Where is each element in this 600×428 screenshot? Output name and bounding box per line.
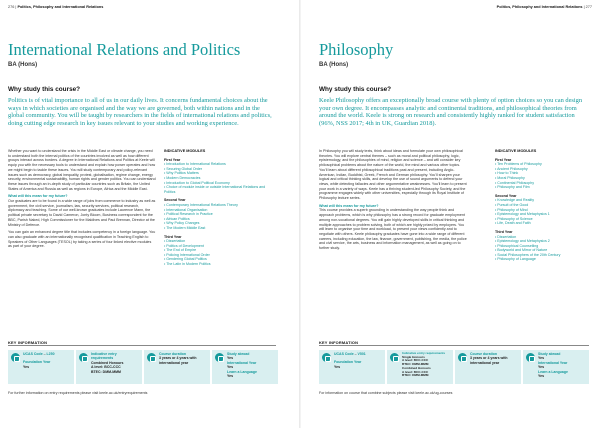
foundation-year-label: Foundation Year — [23, 360, 51, 365]
module-item: • Gendering Global Politics — [164, 257, 274, 262]
course-duration-box — [455, 350, 521, 384]
study-abroad-value: Yes — [538, 356, 545, 361]
year-heading: First Year — [164, 157, 181, 162]
module-item: • Ten Problems of Philosophy — [495, 162, 591, 167]
module-item: • Bodyworld and Mirror of Nature — [495, 248, 591, 253]
degree-label: BA (Hons) — [8, 62, 38, 68]
module-item: • Ancient Philosophy — [495, 167, 591, 172]
key-info-divider — [8, 345, 276, 346]
clipboard-icon — [390, 353, 399, 362]
learn-language-value: Yes — [538, 374, 545, 379]
key-info-boxes — [8, 350, 280, 384]
modules-heading: INDICATIVE MODULES — [495, 149, 537, 153]
future-subheading: What will this mean for my future? — [8, 194, 68, 199]
module-item: • Dissertation — [164, 239, 274, 244]
module-item: • Pursuit of the Good — [495, 203, 591, 208]
course-duration-label: Course duration — [159, 352, 187, 356]
entry-alevel-value: A level: BCC-CCC — [91, 365, 121, 370]
module-item: • Epistemology and Metaphysics 2 — [495, 239, 591, 244]
module-item: • Choice of module inside or outside International Relations and Politics — [164, 185, 274, 194]
international-year-value: Yes — [538, 365, 545, 370]
learn-language-label: Learn a Language — [227, 369, 257, 374]
entry-requirements-box — [76, 350, 142, 384]
entry-single-honours: Single Honours — [402, 354, 425, 359]
module-item: • The Latin in Modern Politics — [164, 262, 274, 267]
footer-note: For information on course that combine subjects please visit keele.ac.uk/ug-courses — [319, 391, 453, 395]
module-item: • Contemporary International Relations Theory — [164, 203, 274, 208]
module-item: • International Organisation — [164, 208, 274, 213]
ucas-label: UCAS Code – L250 — [23, 352, 55, 356]
module-item: • Philosophy of Science — [495, 217, 591, 222]
document-icon — [11, 353, 20, 362]
description-paragraph: You can gain an enhanced degree title that includes competency in a foreign language. You can also graduate with an internationally recognised qualification in Teaching English to Speakers of Other Languages (TESOL) by taking a series of four linked elective modules as part of your degree. — [8, 230, 156, 249]
module-item: • Why Policy Changes — [164, 221, 274, 226]
learn-language-value: Yes — [227, 374, 234, 379]
key-info-boxes — [319, 350, 591, 384]
module-item: • Life, Death and Faith — [495, 221, 591, 226]
right-page — [300, 0, 600, 428]
indicative-modules — [495, 149, 591, 262]
header-separator: | — [583, 5, 586, 9]
module-item: • Philosophy of Mind — [495, 208, 591, 213]
international-year-label: International Year — [538, 360, 568, 365]
page-header — [497, 5, 592, 9]
entry-btec-value: BTEC: DMM-MMM — [402, 362, 429, 367]
course-description — [319, 149, 467, 254]
module-item: • Modern Democracies — [164, 176, 274, 181]
course-description — [8, 149, 156, 252]
page-header — [8, 5, 103, 9]
modules-heading: INDICATIVE MODULES — [164, 149, 206, 153]
description-paragraph: This course provides a superb grounding in understanding the way people think and approach problems, which is why philosophy has a strong record for graduate employment among non-vocational degrees. You will gain highly developed skills in critical thinking and multiple approaches to problem solving, both of which are highly prized by employers. You will learn to organise your time and workload, to present your views confidently and to negotiate with others. Keele philosophy graduates have gone into a wide range of different careers, including education, the law, finance, government, publishing, the media, the police and civil service, the arts, business and information management, as well as going on to further study. — [319, 208, 467, 251]
globe-icon — [215, 353, 224, 362]
year-heading: Second Year — [495, 193, 517, 198]
module-item: • Social Philosophers of the 20th Century — [495, 253, 591, 258]
course-duration-value: 3 years or 4 years with international year — [159, 356, 197, 365]
entry-alevel-value: A level: BCC-CCC — [402, 358, 429, 363]
document-icon — [322, 353, 331, 362]
foundation-year-value: Yes — [23, 364, 30, 369]
year-group — [164, 158, 274, 195]
module-item: • How to Think — [495, 171, 591, 176]
module-item: • Moral Philosophy — [495, 176, 591, 181]
study-abroad-box — [523, 350, 589, 384]
module-item: • Philosophy and Film — [495, 185, 591, 190]
clock-icon — [458, 353, 467, 362]
why-study-text: Keele Philosophy offers an exceptionally broad course with plenty of option choices so you can design your own degree. It encompasses analytic and continental traditions, and philosophical theories from around the world. Keele is strong on research and consistently highly ranked for student satisfaction (96%, NSS 2017; 4th in UK, Guardian 2018). — [319, 97, 583, 127]
clock-icon — [147, 353, 156, 362]
page-number: 277 — [585, 5, 592, 9]
footer-note: For further information on entry requirements please visit keele.ac.uk/entryrequirements — [8, 391, 148, 395]
future-subheading: What will this mean for my future? — [319, 203, 379, 208]
entry-requirements-box — [387, 350, 453, 384]
foundation-year-value: Yes — [334, 364, 341, 369]
foundation-year-label: Foundation Year — [334, 360, 362, 365]
entry-combined-honours: Combined Honours — [402, 365, 431, 370]
entry-requirements-label: Indicative entry requirements — [402, 351, 446, 355]
header-separator: | — [15, 5, 18, 9]
module-item: • Dissertation — [495, 235, 591, 240]
study-abroad-box — [212, 350, 278, 384]
course-duration-label: Course duration — [470, 352, 498, 356]
key-info-heading: KEY INFORMATION — [8, 340, 48, 345]
ucas-label: UCAS Code – V501 — [334, 352, 366, 356]
module-item: • Philosophy of Language — [495, 257, 591, 262]
entry-alevel-value: A level: BCC-CCC — [402, 369, 429, 374]
module-item: • Introduction to Global Political Economy — [164, 181, 274, 186]
entry-btec-value: BTEC: DMM-MMM — [91, 369, 121, 374]
ucas-code-box — [319, 350, 385, 384]
module-item: • Securing Global Order — [164, 167, 274, 172]
header-section: Politics, Philosophy and International Relations — [17, 5, 104, 9]
study-abroad-label: Study abroad — [538, 352, 561, 356]
module-item: • Philosophical Counselling — [495, 244, 591, 249]
entry-btec-value: BTEC: DMM-MMM — [402, 373, 429, 378]
module-item: • Knowledge and Reality — [495, 198, 591, 203]
description-paragraph: In Philosophy you will study texts, think about ideas and formulate your own philosophical theories. You will explore central themes – such as moral and political philosophy, logic, epistemology, and the philosophies of mind, religion and science – and will consider key philosophical problems about the nature of the world, the mind and various other topics. You'll learn about different philosophical traditions past and present, including Anglo-American, Indian, Buddhist, Greek, French and German philosophy. You'll sharpen your logical and critical thinking skills, and develop the use of sound arguments to defend your views, while detecting fallacies and other argumentative weaknesses. You'll learn to present your work in a variety of ways. Keele has a thriving student-led Philosophy Society, and the programme engages widely with other universities, especially through its Royal Institute of Philosophy lecture series. — [319, 149, 467, 201]
module-item: • Policing International Order — [164, 253, 274, 258]
description-paragraph: Whether you want to understand the crisis in the Middle East or climate change, you need to understand both the internal politics of the countries involved as well as how different groups interact across borders. A degree in International Relations and Politics at Keele will equip you with the necessary tools to understand and explain how power operates and how we might begin to tackle these issues. You will study contemporary and policy-relevant issues such as democracy, global inequality, protest, globalisation, regime change, energy security, environmental sustainability, human rights and gender politics. You can understand these issues through an in-depth study of particular countries such as Britain, the United States of America and Russia as well as regions in Europe, Africa and the Middle East. — [8, 149, 156, 191]
course-duration-box — [144, 350, 210, 384]
module-item: • Continental Philosophy — [495, 181, 591, 186]
why-study-text: Politics is of vital importance to all of us in our daily lives. It concerns fundamental choices about the ways in which societies are organised and the way we are governed, both within nations and in the global community. You will be taught by researchers in the fields of international relations and politics, doing cutting edge research in key issues relevant to your studies and working experience. — [8, 97, 272, 127]
international-year-label: International Year — [227, 360, 257, 365]
year-group — [164, 198, 274, 230]
globe-icon — [526, 353, 535, 362]
module-item: • The Modern Middle East — [164, 226, 274, 231]
module-item: • Political Research in Practice — [164, 212, 274, 217]
entry-requirements-label: Indicative entry requirements — [91, 352, 117, 361]
module-item: • Why Politics Matters — [164, 171, 274, 176]
learn-language-label: Learn a Language — [538, 369, 568, 374]
module-item: • African Politics — [164, 217, 274, 222]
entry-honours-value: Combined Honours — [91, 360, 124, 365]
year-heading: Third Year — [164, 234, 182, 239]
description-paragraph: Our graduates are to be found in a wide range of jobs from commerce to industry as well as government, the civil service, journalism, law, security services, political research, diplomacy and teaching. Some of our well-known graduates include Laurence Mann, the political private secretary to David Cameron, Jonty Bloom, Business correspondent for the BBC, Parish Naked, High Commissioner for the Maldives and Paul Brennan, Director at the Ministry of Defence. — [8, 199, 156, 227]
key-info-divider — [319, 345, 589, 346]
year-heading: Third Year — [495, 229, 513, 234]
why-study-heading: Why study this course? — [319, 86, 392, 93]
year-group — [495, 194, 591, 226]
page-title: International Relations and Politics — [8, 40, 241, 59]
study-abroad-value: Yes — [227, 356, 234, 361]
study-abroad-label: Study abroad — [227, 352, 250, 356]
clipboard-icon — [79, 353, 88, 362]
degree-label: BA (Hons) — [319, 62, 349, 68]
year-group — [164, 235, 274, 267]
year-heading: First Year — [495, 157, 512, 162]
module-item: • Introduction to International Relations — [164, 162, 274, 167]
indicative-modules — [164, 149, 274, 267]
key-info-heading: KEY INFORMATION — [319, 340, 359, 345]
page-title: Philosophy — [319, 40, 394, 59]
module-item: • Epistemology and Metaphysics 1 — [495, 212, 591, 217]
year-heading: Second Year — [164, 198, 186, 203]
header-section: Politics, Philosophy and International Relations — [496, 5, 583, 9]
module-item: • The End of Empire — [164, 248, 274, 253]
module-item: • Politics of Development — [164, 244, 274, 249]
year-group — [495, 230, 591, 262]
year-group — [495, 158, 591, 190]
course-duration-value: 3 years or 4 years with international year — [470, 356, 508, 365]
why-study-heading: Why study this course? — [8, 86, 81, 93]
ucas-code-box — [8, 350, 74, 384]
page-number: 276 — [8, 5, 15, 9]
international-year-value: Yes — [227, 365, 234, 370]
